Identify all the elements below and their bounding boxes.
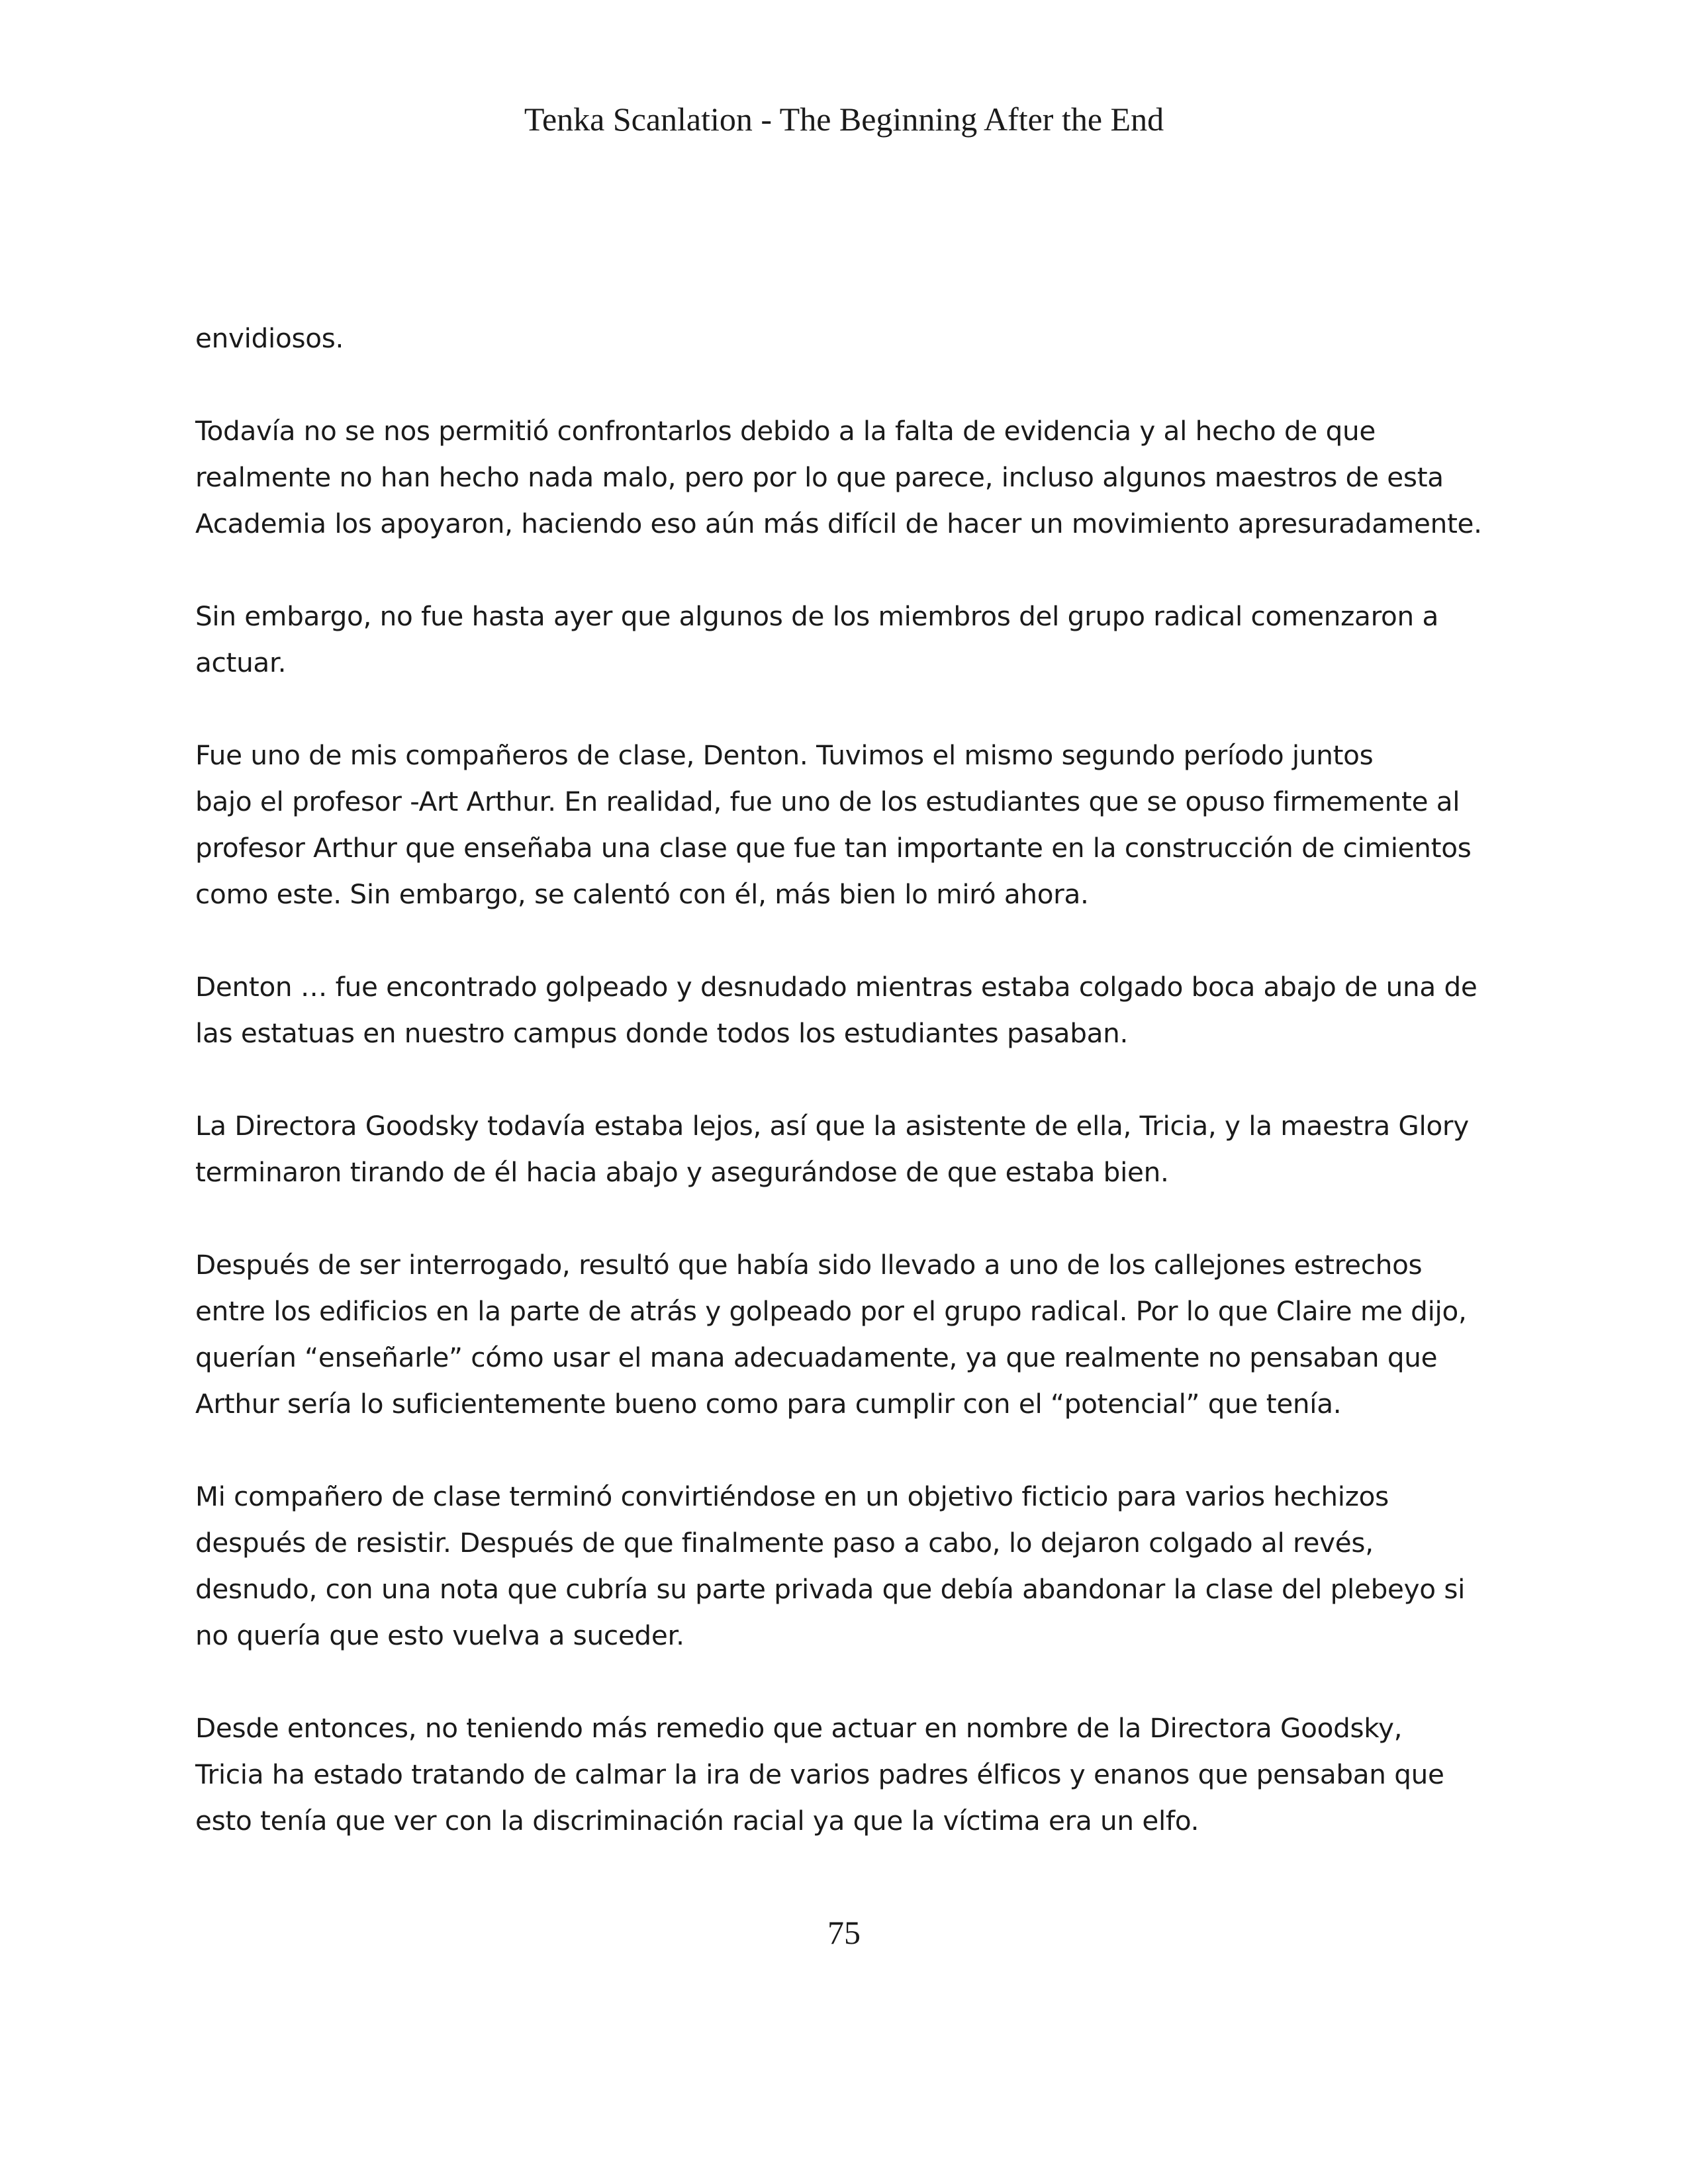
paragraph bbox=[195, 593, 1513, 686]
text-line: actuar. bbox=[195, 647, 287, 678]
text-line: las estatuas en nuestro campus donde todos los estudiantes pasaban. bbox=[195, 1017, 1129, 1049]
text-line: Fue uno de mis compañeros de clase, Denton. Tuvimos el mismo segundo período juntos bbox=[195, 739, 1374, 771]
text-line: Arthur sería lo suficientemente bueno como para cumplir con el “potencial” que tenía. bbox=[195, 1388, 1342, 1420]
page-number: 75 bbox=[827, 1914, 861, 1951]
text-line: envidiosos. bbox=[195, 322, 344, 354]
text-line: Denton … fue encontrado golpeado y desnudado mientras estaba colgado boca abajo de una de bbox=[195, 971, 1477, 1003]
paragraph bbox=[195, 1473, 1513, 1659]
text-line: Sin embargo, no fue hasta ayer que algunos de los miembros del grupo radical comenzaron a bbox=[195, 600, 1438, 632]
text-line: Desde entonces, no teniendo más remedio que actuar en nombre de la Directora Goodsky, bbox=[195, 1712, 1403, 1744]
text-line: querían “enseñarle” cómo usar el mana adecuadamente, ya que realmente no pensaban que bbox=[195, 1342, 1438, 1373]
paragraph bbox=[195, 1103, 1513, 1195]
paragraph bbox=[195, 315, 1513, 361]
paragraph bbox=[195, 732, 1513, 917]
text-line: Todavía no se nos permitió confrontarlos debido a la falta de evidencia y al hecho de que bbox=[195, 415, 1376, 447]
text-line: Mi compañero de clase terminó convirtiéndose en un objetivo ficticio para varios hechizos bbox=[195, 1480, 1389, 1512]
text-line: La Directora Goodsky todavía estaba lejos, así que la asistente de ella, Tricia, y la maestra Glory bbox=[195, 1110, 1469, 1142]
text-line: Academia los apoyaron, haciendo eso aún más difícil de hacer un movimiento apresuradamente. bbox=[195, 508, 1482, 539]
paragraph bbox=[195, 1705, 1513, 1844]
text-line: Después de ser interrogado, resultó que había sido llevado a uno de los callejones estrechos bbox=[195, 1249, 1423, 1281]
text-line: como este. Sin embargo, se calentó con él, más bien lo miró ahora. bbox=[195, 878, 1089, 910]
text-line: después de resistir. Después de que finalmente paso a cabo, lo dejaron colgado al revés, bbox=[195, 1527, 1374, 1559]
paragraph bbox=[195, 408, 1513, 547]
text-line: Tricia ha estado tratando de calmar la ira de varios padres élficos y enanos que pensaban que bbox=[195, 1758, 1444, 1790]
paragraph bbox=[195, 1242, 1513, 1427]
document-body bbox=[195, 315, 1513, 1890]
text-line: desnudo, con una nota que cubría su parte privada que debía abandonar la clase del plebeyo si bbox=[195, 1573, 1466, 1605]
text-line: profesor Arthur que enseñaba una clase que fue tan importante en la construcción de cimientos bbox=[195, 832, 1472, 864]
text-line: terminaron tirando de él hacia abajo y asegurándose de que estaba bien. bbox=[195, 1156, 1169, 1188]
text-line: esto tenía que ver con la discriminación racial ya que la víctima era un elfo. bbox=[195, 1805, 1199, 1837]
text-line: bajo el profesor -Art Arthur. En realidad, fue uno de los estudiantes que se opuso firmemente al bbox=[195, 786, 1460, 817]
text-line: entre los edificios en la parte de atrás y golpeado por el grupo radical. Por lo que Claire me dijo, bbox=[195, 1295, 1467, 1327]
page-header-title: Tenka Scanlation - The Beginning After the End bbox=[524, 101, 1164, 138]
text-line: realmente no han hecho nada malo, pero por lo que parece, incluso algunos maestros de esta bbox=[195, 461, 1444, 493]
text-line: no quería que esto vuelva a suceder. bbox=[195, 1619, 684, 1651]
paragraph bbox=[195, 964, 1513, 1056]
